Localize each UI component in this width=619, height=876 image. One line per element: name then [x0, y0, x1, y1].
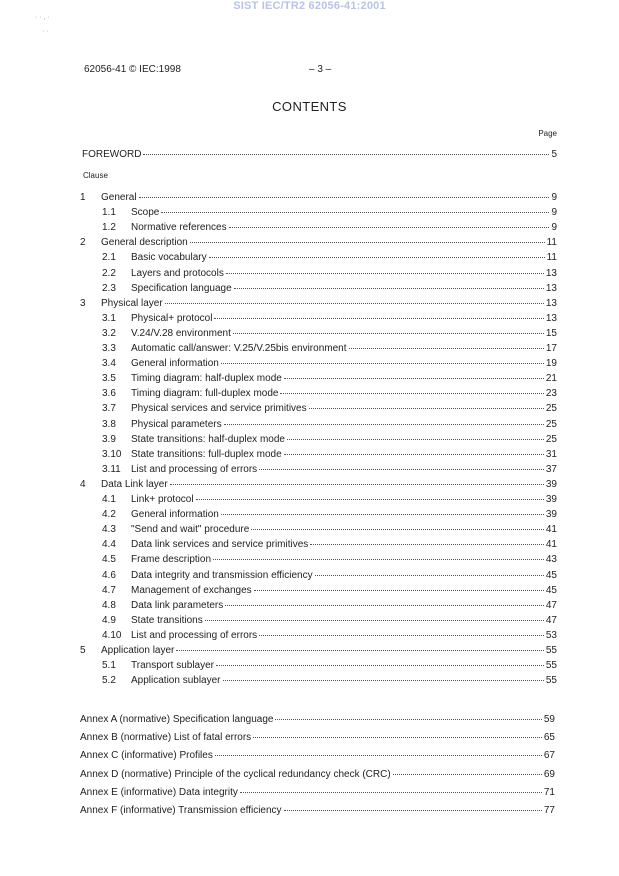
dot-leader: [216, 656, 544, 666]
toc-entry-page: 55: [545, 660, 557, 672]
dot-leader: [209, 248, 545, 258]
toc-entry-page: 23: [545, 388, 557, 400]
annex-entry-page: 71: [543, 786, 555, 798]
clause-label: Clause: [83, 171, 108, 180]
toc-entry-number: 4.6: [102, 569, 116, 581]
annex-entry[interactable]: [80, 785, 555, 800]
toc-entry-number: 3.7: [102, 403, 116, 415]
dot-leader: [165, 294, 544, 304]
toc-entry-page: 41: [545, 539, 557, 551]
toc-entry-label: List and processing of errors: [131, 463, 258, 475]
toc-entry-label: Data integrity and transmission efficiency: [131, 569, 313, 581]
scan-noise: · ·: [42, 28, 49, 35]
dot-leader: [221, 505, 544, 515]
dot-leader: [251, 520, 544, 530]
toc-entry-page: 21: [545, 373, 557, 385]
toc-entry-page: 9: [551, 207, 557, 219]
dot-leader: [315, 566, 544, 576]
toc-entry-number: 4.2: [102, 509, 116, 521]
toc-entry-page: 25: [545, 418, 557, 430]
toc-entry-label: Specification language: [131, 282, 232, 294]
dot-leader: [254, 581, 544, 591]
dot-leader: [226, 264, 544, 274]
toc-entry-label: Scope: [131, 207, 160, 219]
annex-entry-page: 69: [543, 768, 555, 780]
annex-entry-label: Annex A (normative) Specification language: [80, 714, 274, 725]
toc-entry-page: 17: [545, 343, 557, 354]
toc-entry-label: Application layer: [101, 645, 175, 656]
toc-entry-page: 15: [545, 327, 557, 339]
annex-entry-label: Annex E (informative) Data integrity: [80, 786, 238, 798]
dot-leader: [234, 279, 544, 289]
toc-entry-page: 9: [551, 222, 557, 234]
dot-leader: [284, 801, 542, 811]
toc-entry-number: 3: [80, 297, 86, 309]
toc-entry-page: 55: [545, 645, 557, 656]
toc-entry-number: 3.5: [102, 373, 116, 385]
toc-entry-label: Basic vocabulary: [131, 252, 207, 264]
toc-entry-page: 11: [546, 252, 557, 264]
toc-foreword-entry[interactable]: [82, 147, 557, 162]
toc-entry-label: V.24/V.28 environment: [131, 327, 231, 339]
toc-entry-number: 3.10: [102, 448, 122, 460]
toc-entry-page: 41: [545, 524, 557, 536]
annex-entry-label: Annex D (normative) Principle of the cyclical redundancy check (CRC): [80, 768, 391, 780]
annex-entry[interactable]: [80, 730, 555, 745]
toc-entry-number: 3.2: [102, 327, 116, 339]
dot-leader: [170, 475, 544, 485]
toc-entry-page: 13: [545, 282, 557, 294]
toc-entry-page: 9: [551, 192, 557, 203]
dot-leader: [225, 596, 544, 606]
toc-entry-label: Application sublayer: [131, 675, 221, 687]
annex-entry-page: 59: [543, 714, 555, 725]
toc-entry-page: 11: [546, 237, 557, 249]
annex-entry[interactable]: [80, 803, 555, 818]
toc-entry-number: 2: [80, 237, 86, 249]
toc-entry-number: 3.1: [102, 312, 116, 324]
toc-entry-page: 39: [545, 494, 557, 505]
toc-entry-label: General description: [101, 237, 188, 249]
toc-entry-page: 53: [545, 629, 557, 641]
page-number: – 3 –: [309, 64, 332, 75]
toc-entry-label: Automatic call/answer: V.25/V.25bis environment: [131, 343, 347, 354]
toc-entry-number: 3.4: [102, 358, 116, 370]
toc-entry-number: 5.1: [102, 660, 116, 672]
toc-entry-label: Timing diagram: half-duplex mode: [131, 373, 282, 385]
toc-entry-label: Link+ protocol: [131, 494, 194, 505]
toc-entry-label: List and processing of errors: [131, 629, 258, 641]
page-column-label: Page: [538, 129, 557, 138]
toc-entry-label: General information: [131, 509, 219, 521]
annex-entry[interactable]: [80, 748, 555, 763]
toc-entry-label: Data link services and service primitives: [131, 539, 309, 551]
watermark: SIST IEC/TR2 62056-41:2001: [233, 0, 386, 12]
toc-entry-page: 13: [545, 267, 557, 279]
dot-leader: [161, 203, 549, 213]
dot-leader: [309, 399, 544, 409]
dot-leader: [223, 671, 544, 681]
toc-entry-number: 4.9: [102, 614, 116, 626]
toc-entry-number: 2.3: [102, 282, 116, 294]
dot-leader: [275, 710, 541, 720]
toc-entry[interactable]: [80, 673, 557, 688]
toc-entry-label: FOREWORD: [82, 149, 142, 160]
toc-entry-number: 5: [80, 645, 86, 656]
toc-entry-number: 5.2: [102, 675, 116, 687]
dot-leader: [196, 490, 544, 500]
toc-entry-number: 1.1: [102, 207, 116, 219]
toc-entry-label: Frame description: [131, 554, 212, 566]
toc-entry-number: 4: [80, 478, 86, 490]
annex-entry-page: 67: [543, 750, 555, 762]
dot-leader: [284, 369, 544, 379]
toc-entry-number: 1: [80, 192, 86, 203]
dot-leader: [349, 339, 544, 349]
dot-leader: [240, 783, 542, 793]
dot-leader: [224, 415, 544, 425]
dot-leader: [259, 460, 544, 470]
dot-leader: [214, 309, 543, 319]
toc-entry-label: Layers and protocols: [131, 267, 224, 279]
toc-entry-page: 13: [545, 297, 557, 309]
annex-entry-page: 65: [543, 732, 555, 744]
toc-entry-page: 45: [545, 584, 557, 596]
toc-entry-number: 4.4: [102, 539, 116, 551]
dot-leader: [205, 611, 544, 621]
dot-leader: [176, 641, 544, 651]
toc-entry-label: Physical layer: [101, 297, 163, 309]
toc-entry-number: 3.8: [102, 418, 116, 430]
toc-entry-number: 2.1: [102, 252, 116, 264]
toc-entry-label: General: [101, 192, 137, 203]
toc-entry-label: Timing diagram: full-duplex mode: [131, 388, 279, 400]
toc-entry-label: Transport sublayer: [131, 660, 214, 672]
toc-entry-number: 4.1: [102, 494, 116, 505]
toc-entry-number: 4.5: [102, 554, 116, 566]
toc-entry-label: Physical services and service primitives: [131, 403, 307, 415]
dot-leader: [213, 550, 544, 560]
document-id: 62056-41 © IEC:1998: [84, 64, 181, 75]
toc-entry-number: 3.9: [102, 433, 116, 445]
toc-entry-page: 25: [545, 403, 557, 415]
toc-entry-page: 47: [545, 599, 557, 611]
toc-entry-page: 5: [551, 149, 557, 160]
annex-entry-label: Annex B (normative) List of fatal errors: [80, 732, 252, 744]
annex-entry-label: Annex F (informative) Transmission efficiency: [80, 805, 282, 816]
annex-entry-label: Annex C (informative) Profiles: [80, 750, 213, 762]
toc-entry-label: State transitions: half-duplex mode: [131, 433, 285, 445]
toc-entry-page: 13: [545, 312, 557, 324]
toc-entry-page: 37: [545, 463, 557, 475]
scan-noise: · · , ·: [35, 14, 50, 21]
toc-entry-number: 4.8: [102, 599, 116, 611]
toc-entry-label: "Send and wait" procedure: [131, 524, 250, 536]
toc-entry-label: General information: [131, 358, 219, 370]
toc-entry-number: 3.6: [102, 388, 116, 400]
toc-entry-number: 4.3: [102, 524, 116, 536]
toc-entry-page: 47: [545, 614, 557, 626]
contents-title: CONTENTS: [272, 99, 347, 114]
toc-entry-page: 31: [545, 448, 557, 460]
annex-entry[interactable]: [80, 712, 555, 727]
toc-entry-page: 45: [545, 569, 557, 581]
toc-entry-page: 39: [545, 478, 557, 490]
toc-entry-number: 4.10: [102, 629, 122, 641]
toc-entry-number: 3.11: [102, 463, 121, 475]
toc-entry-page: 25: [545, 433, 557, 445]
toc-entry-label: Physical+ protocol: [131, 312, 213, 324]
toc-entry-page: 19: [545, 358, 557, 370]
toc-entry-label: Data Link layer: [101, 478, 168, 490]
dot-leader: [310, 535, 544, 545]
toc-entry-number: 3.3: [102, 343, 116, 354]
toc-entry-number: 4.7: [102, 584, 116, 596]
toc-entry-label: State transitions: full-duplex mode: [131, 448, 282, 460]
annex-entry-page: 77: [543, 805, 555, 816]
toc-entry-label: State transitions: [131, 614, 203, 626]
toc-entry-label: Data link parameters: [131, 599, 224, 611]
dot-leader: [287, 430, 544, 440]
toc-entry-page: 39: [545, 509, 557, 521]
dot-leader: [259, 626, 544, 636]
dot-leader: [393, 765, 542, 775]
annex-entry[interactable]: [80, 767, 555, 782]
dot-leader: [221, 354, 544, 364]
toc-entry-page: 43: [545, 554, 557, 566]
dot-leader: [190, 233, 545, 243]
dot-leader: [233, 324, 544, 334]
toc-entry-page: 55: [545, 675, 557, 687]
dot-leader: [280, 384, 543, 394]
toc-entry-label: Physical parameters: [131, 418, 222, 430]
dot-leader: [284, 445, 544, 455]
dot-leader: [143, 145, 549, 155]
toc-entry-number: 2.2: [102, 267, 116, 279]
toc-entry-label: Normative references: [131, 222, 227, 234]
dot-leader: [229, 218, 550, 228]
dot-leader: [139, 188, 550, 198]
dot-leader: [253, 728, 542, 738]
dot-leader: [215, 746, 542, 756]
toc-entry-label: Management of exchanges: [131, 584, 252, 596]
toc-entry-number: 1.2: [102, 222, 116, 234]
